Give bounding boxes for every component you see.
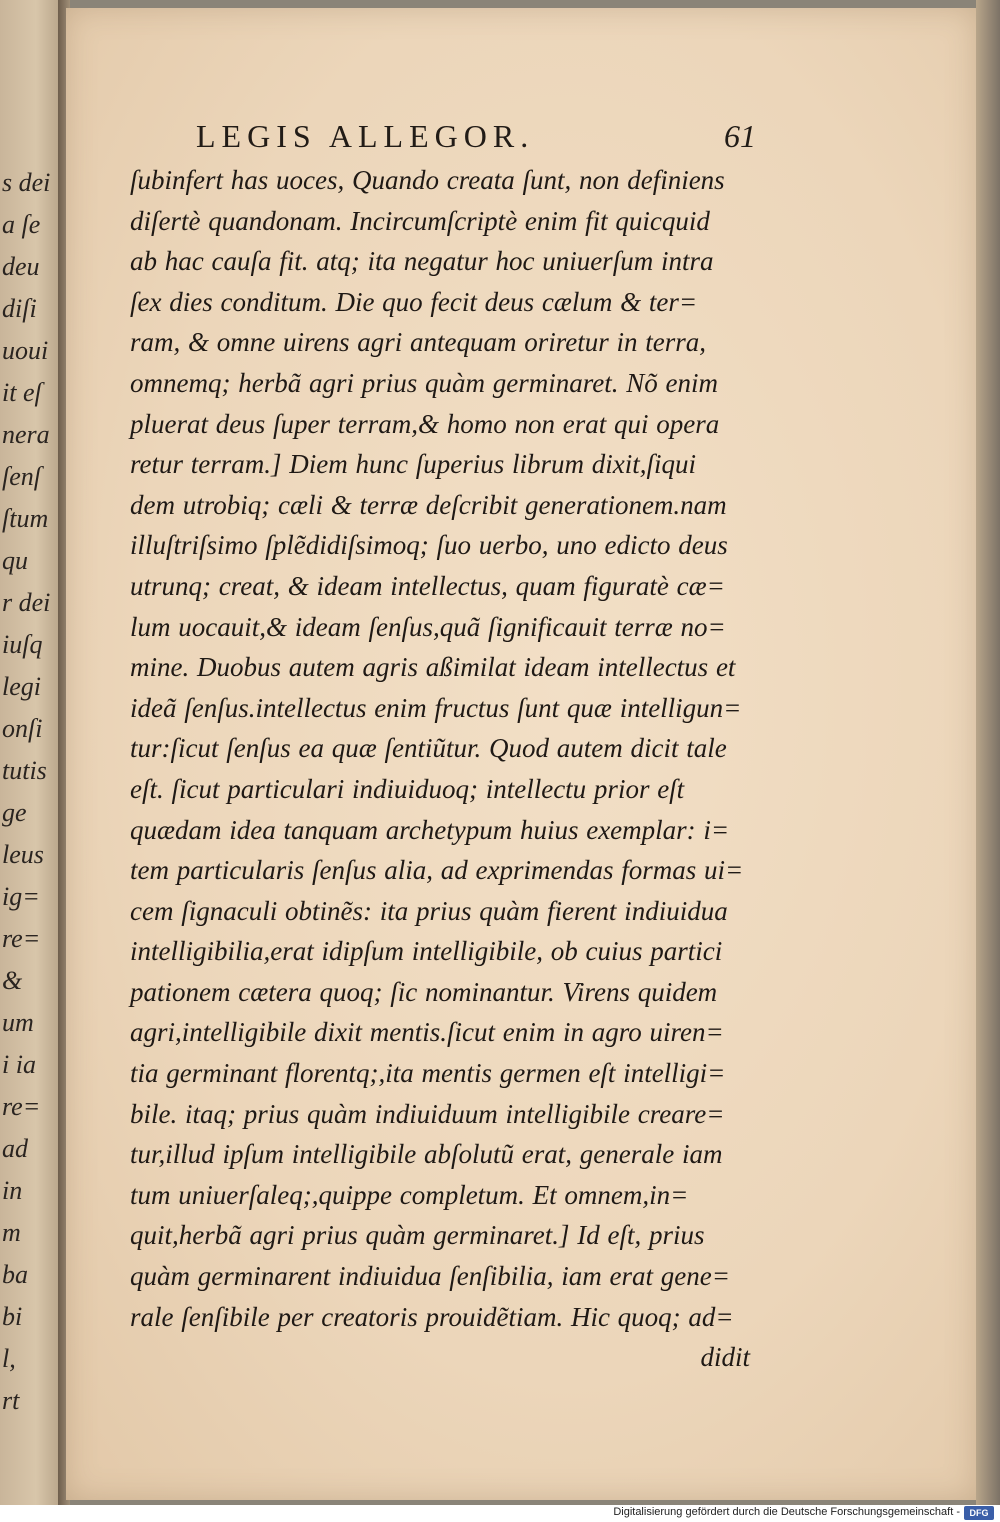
left-page-fragment: tutis <box>2 756 47 785</box>
left-page-fragment: ba <box>2 1260 28 1289</box>
text-line: rale ſenſibile per creatoris prouidẽtiam. Hic quoq; ad= <box>130 1301 734 1332</box>
left-page-fragment: r dei <box>2 588 51 617</box>
text-line: intelligibilia,erat idipſum intelligibile, ob cuius partici <box>130 936 723 967</box>
text-line: ſubinfert has uoces, Quando creata ſunt, non definiens <box>130 165 725 195</box>
text-line: tur:ſicut ſenſus ea quæ ſentiũtur. Quod autem dicit tale <box>130 733 727 764</box>
left-page-fragment: a ſe <box>2 210 41 239</box>
left-page-fragment: iuſq <box>2 630 43 659</box>
text-line: tur,illud ipſum intelligibile abſolutũ erat, generale iam <box>130 1139 723 1170</box>
left-page-fragment: ſtum <box>2 504 49 533</box>
text-line: mine. Duobus autem agris aßimilat ideam intellectus et <box>130 652 736 683</box>
text-line: diſertè quandonam. Incircumſcriptè enim fit quicquid <box>130 205 710 236</box>
left-page-fragment: deu <box>2 252 40 281</box>
left-page-fragment: leus <box>2 840 44 869</box>
text-line: pationem cætera quoq; ſic nominantur. Virens quidem <box>130 976 718 1007</box>
catchword: didit <box>700 1342 750 1373</box>
dfg-logo: DFG <box>964 1506 994 1520</box>
text-line: illuſtriſsimo ſplẽdidiſsimoq; ſuo uerbo, uno edicto deus <box>130 530 728 561</box>
text-line: retur terram.] Diem hunc ſuperius librum dixit,ſiqui <box>130 449 696 480</box>
text-line: tia germinant florentq;,ita mentis germen eſt intelligi= <box>130 1058 726 1089</box>
running-header <box>196 118 756 158</box>
left-page-fragment: uoui <box>2 336 49 365</box>
text-line: cem ſignaculi obtinẽs: ita prius quàm fierent indiuidua <box>130 895 728 926</box>
page-number: 61 <box>724 118 756 154</box>
body-text <box>130 160 750 1378</box>
left-page-fragment: in <box>2 1176 23 1205</box>
left-page-fragment: diſi <box>2 294 37 323</box>
left-page-fragment: ſenſ <box>2 462 41 491</box>
text-line: omnemq; herbã agri prius quàm germinaret. Nõ enim <box>130 367 718 398</box>
left-page-fragment: rt <box>2 1386 20 1415</box>
text-line: ideã ſenſus.intellectus enim fructus ſunt quæ intelligun= <box>130 692 742 723</box>
left-page-fragment: l, <box>2 1344 16 1373</box>
left-page-fragment: um <box>2 1008 34 1037</box>
left-page-fragment: ge <box>2 798 27 827</box>
left-page-fragment: it eſ <box>2 378 42 407</box>
page-edge-shadow <box>976 0 1000 1505</box>
text-line: utrunq; creat, & ideam intellectus, quam figuratè cæ= <box>130 570 725 601</box>
text-line: lum uocauit,& ideam ſenſus,quã ſignificauit terræ no= <box>130 611 726 642</box>
left-page-fragment: qu <box>2 546 28 575</box>
left-page-fragment: nera <box>2 420 50 449</box>
text-line: bile. itaq; prius quàm indiuiduum intelligibile creare= <box>130 1098 725 1129</box>
text-line: pluerat deus ſuper terram,& homo non erat qui opera <box>130 408 720 439</box>
left-page-fragment: bi <box>2 1302 23 1331</box>
left-page-fragment: ig= <box>2 882 40 911</box>
text-line: quædam idea tanquam archetypum huius exemplar: i= <box>130 814 730 845</box>
text-line: ab hac cauſa fit. atq; ita negatur hoc uniuerſum intra <box>130 246 714 277</box>
text-line: eſt. ſicut particulari indiuiduoq; intellectu prior eſt <box>130 773 685 804</box>
left-page-fragment: legi <box>2 672 41 701</box>
text-line: ſex dies conditum. Die quo fecit deus cælum & ter= <box>130 286 698 317</box>
left-page-fragment: s dei <box>2 168 51 197</box>
left-page-edge <box>0 0 60 1505</box>
text-line: tum uniuerſaleq;,quippe completum. Et omnem,in= <box>130 1179 689 1210</box>
text-line: ram, & omne uirens agri antequam oriretur in terra, <box>130 327 706 358</box>
left-page-fragment: re= <box>2 924 41 953</box>
text-line: quàm germinarent indiuidua ſenſibilia, iam erat gene= <box>130 1261 730 1292</box>
digitization-footer <box>0 1505 1000 1522</box>
text-line: agri,intelligibile dixit mentis.ſicut enim in agro uiren= <box>130 1017 724 1048</box>
left-page-fragment: & <box>2 966 23 995</box>
text-line: quit,herbã agri prius quàm germinaret.] Id eſt, prius <box>130 1220 705 1251</box>
left-page-fragment: m <box>2 1218 21 1247</box>
left-page-fragment: onſi <box>2 714 43 743</box>
funding-credit: Digitalisierung gefördert durch die Deutsche Forschungsgemeinschaft - <box>613 1506 960 1518</box>
running-title: LEGIS ALLEGOR. <box>196 118 535 154</box>
text-line: tem particularis ſenſus alia, ad exprimendas formas ui= <box>130 855 744 886</box>
left-page-fragment: ad <box>2 1134 28 1163</box>
left-page-fragment: i ia <box>2 1050 36 1079</box>
left-page-fragment: re= <box>2 1092 41 1121</box>
text-line: dem utrobiq; cæli & terræ deſcribit generationem.nam <box>130 489 727 520</box>
